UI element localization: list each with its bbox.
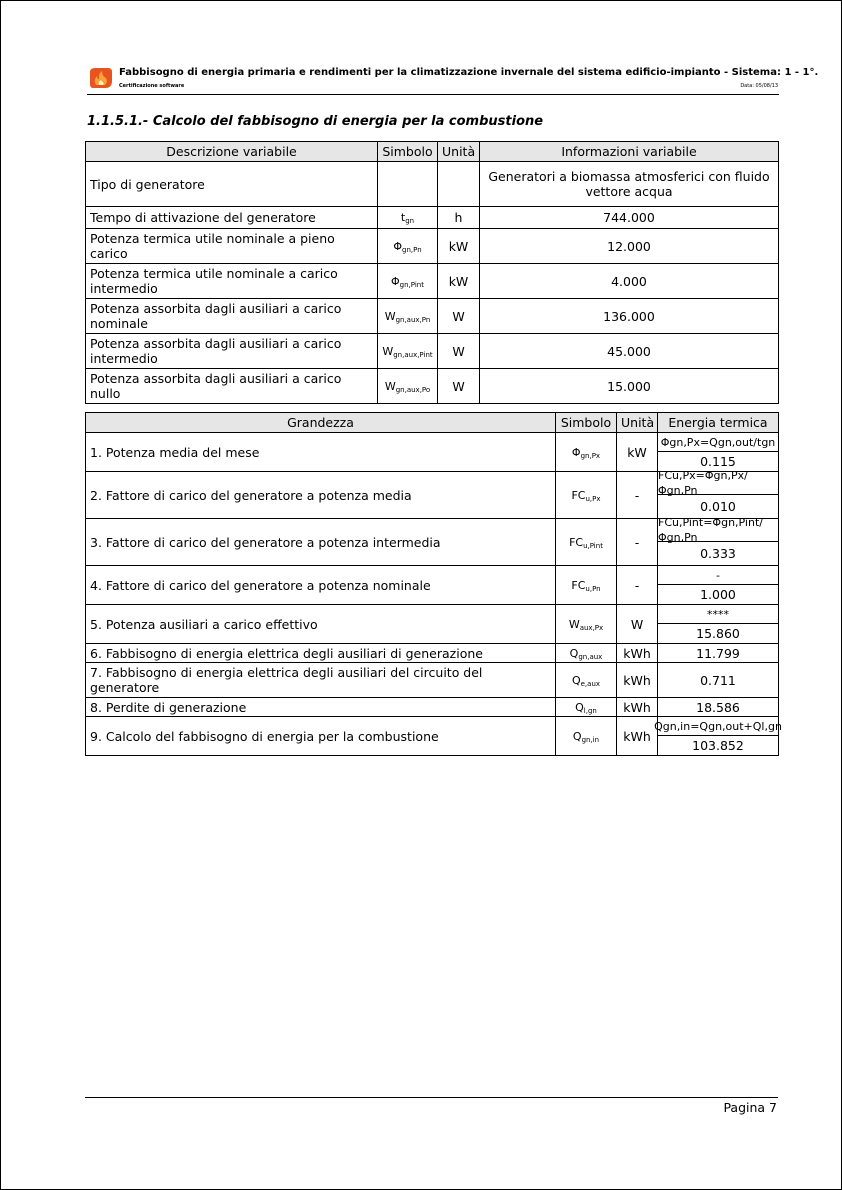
energy-value: 0.010 — [700, 499, 736, 514]
header-title: Fabbisogno di energia primaria e rendimenti per la climatizzazione invernale del sistema edificio-impianto - Sistema: 1 - 1°. — [119, 67, 819, 78]
formula: FCu,Px=Φgn,Px/Φgn,Pn — [658, 472, 778, 495]
unit-cell: W — [438, 369, 480, 404]
symbol: FC — [571, 578, 586, 592]
quantity-cell: 4. Fattore di carico del generatore a potenza nominale — [86, 566, 556, 605]
symbol: Q — [575, 700, 584, 714]
quantity-cell: 5. Potenza ausiliari a carico effettivo — [86, 605, 556, 644]
symbol-subscript: u,Pint — [583, 541, 603, 550]
symbol-cell — [556, 566, 617, 605]
info-cell: 12.000 — [480, 229, 779, 264]
symbol-subscript: gn,aux,Pn — [395, 315, 431, 324]
quantity-cell: 7. Fabbisogno di energia elettrica degli ausiliari del circuito del generatore — [86, 663, 556, 698]
symbol: t — [400, 211, 406, 224]
energy-cell — [658, 566, 779, 605]
symbol-cell — [556, 519, 617, 566]
formula: **** — [658, 605, 778, 624]
column-header-symbol: Simbolo — [556, 413, 617, 433]
symbol-subscript: gn,aux,Pint — [393, 350, 433, 359]
table-row — [86, 207, 779, 229]
symbol: W — [384, 379, 396, 393]
symbol: FC — [571, 488, 586, 502]
column-header-description: Descrizione variabile — [86, 142, 378, 162]
unit-cell: h — [438, 207, 480, 229]
symbol-cell — [378, 207, 438, 229]
column-header-thermal-energy: Energia termica — [658, 413, 779, 433]
table-row — [86, 334, 779, 369]
symbol: Q — [569, 646, 579, 660]
formula: FCu,Pint=Φgn,Pint/Φgn,Pn — [658, 519, 778, 542]
energy-cell — [658, 469, 779, 519]
flame-logo-icon — [88, 67, 114, 89]
energy-cell — [658, 516, 779, 566]
formula: - — [658, 566, 778, 585]
table-row — [86, 519, 779, 566]
energy-cell — [658, 605, 779, 644]
symbol-subscript: gn — [405, 217, 415, 225]
unit-cell: W — [438, 299, 480, 334]
unit-cell: W — [617, 605, 658, 644]
energy-value: 18.586 — [658, 698, 779, 717]
info-cell: 136.000 — [480, 299, 779, 334]
table-row — [86, 566, 779, 605]
quantity-cell: 3. Fattore di carico del generatore a potenza intermedia — [86, 519, 556, 566]
symbol-cell — [378, 162, 438, 207]
column-header-info: Informazioni variabile — [480, 142, 779, 162]
table-row — [86, 644, 779, 663]
symbol-subscript: gn,Px — [580, 451, 601, 460]
symbol-subscript: u,Px — [585, 494, 601, 503]
symbol: FC — [569, 535, 584, 549]
symbol-cell — [556, 644, 617, 663]
energy-cell — [658, 433, 779, 472]
info-cell: 45.000 — [480, 334, 779, 369]
description-cell: Tempo di attivazione del generatore — [86, 207, 378, 229]
column-header-unit: Unità — [617, 413, 658, 433]
energy-value: 1.000 — [700, 587, 736, 602]
symbol-cell — [556, 605, 617, 644]
symbol: Q — [571, 673, 581, 687]
symbol: W — [382, 344, 394, 358]
description-cell: Potenza termica utile nominale a carico intermedio — [86, 264, 378, 299]
symbol-subscript: gn,Pn — [402, 245, 422, 254]
symbol-cell — [378, 299, 438, 334]
column-header-symbol: Simbolo — [378, 142, 438, 162]
symbol-cell — [556, 472, 617, 519]
symbol-subscript: u,Pn — [585, 584, 601, 593]
table-row — [86, 264, 779, 299]
unit-cell: - — [617, 566, 658, 605]
symbol-subscript: gn,aux — [578, 652, 603, 661]
unit-cell: kW — [438, 264, 480, 299]
energy-value: 0.115 — [700, 454, 736, 469]
column-header-unit: Unità — [438, 142, 480, 162]
table-row — [86, 472, 779, 519]
unit-cell: W — [438, 334, 480, 369]
unit-cell: kWh — [617, 717, 658, 756]
formula: Qgn,in=Qgn,out+Ql,gn — [658, 717, 778, 736]
symbol: Q — [572, 729, 582, 743]
header-date: Data: 05/08/13 — [740, 83, 778, 89]
symbol-cell — [378, 264, 438, 299]
symbol: Φ — [393, 239, 403, 253]
info-cell: 4.000 — [480, 264, 779, 299]
symbol: W — [568, 617, 580, 631]
symbol: W — [384, 309, 396, 323]
symbol-subscript: gn,in — [581, 735, 600, 744]
info-cell: 15.000 — [480, 369, 779, 404]
description-cell: Potenza termica utile nominale a pieno carico — [86, 229, 378, 264]
symbol-subscript: gn,aux,Po — [395, 385, 431, 394]
header-subtitle: Certificazione software — [119, 83, 185, 89]
symbol: Φ — [571, 445, 581, 459]
symbol-cell — [556, 663, 617, 698]
section-title: 1.1.5.1.- Calcolo del fabbisogno di energia per la combustione — [87, 114, 544, 129]
unit-cell: - — [617, 472, 658, 519]
symbol-subscript: e,aux — [580, 679, 601, 688]
quantity-cell: 6. Fabbisogno di energia elettrica degli ausiliari di generazione — [86, 644, 556, 663]
info-cell: Generatori a biomassa atmosferici con fluido vettore acqua — [480, 162, 779, 207]
table-row — [86, 605, 779, 644]
quantity-cell: 2. Fattore di carico del generatore a potenza media — [86, 472, 556, 519]
quantity-cell: 8. Perdite di generazione — [86, 698, 556, 717]
symbol: Φ — [391, 274, 400, 288]
description-cell: Tipo di generatore — [86, 162, 378, 207]
column-header-quantity: Grandezza — [86, 413, 556, 433]
unit-cell: kWh — [617, 644, 658, 663]
unit-cell: kWh — [617, 663, 658, 698]
page-number: Pagina 7 — [723, 1100, 777, 1115]
symbol-subscript: aux,Px — [579, 623, 604, 632]
formula: Φgn,Px=Qgn,out/tgn — [658, 433, 778, 452]
energy-value: 0.333 — [700, 546, 736, 561]
quantities-table — [85, 412, 782, 756]
table-row — [86, 698, 779, 717]
energy-value: 15.860 — [696, 626, 740, 641]
symbol-subscript: l,gn — [583, 706, 597, 715]
energy-value: 11.799 — [658, 644, 779, 663]
table-row — [86, 369, 779, 404]
variables-table — [85, 141, 779, 404]
symbol-cell — [556, 698, 617, 717]
quantity-cell: 9. Calcolo del fabbisogno di energia per la combustione — [86, 717, 556, 756]
table-row — [86, 663, 779, 698]
description-cell: Potenza assorbita dagli ausiliari a carico nullo — [86, 369, 378, 404]
table-row — [86, 229, 779, 264]
symbol-cell — [556, 717, 617, 756]
page-header — [87, 65, 819, 95]
description-cell: Potenza assorbita dagli ausiliari a carico intermedio — [86, 334, 378, 369]
symbol-cell — [378, 369, 438, 404]
unit-cell: - — [617, 519, 658, 566]
symbol-cell — [378, 334, 438, 369]
unit-cell — [438, 162, 480, 207]
energy-value: 103.852 — [692, 738, 744, 753]
table-row — [86, 717, 779, 756]
table-row — [86, 162, 779, 207]
unit-cell: kWh — [617, 698, 658, 717]
table-row — [86, 299, 779, 334]
unit-cell: kW — [617, 433, 658, 472]
symbol-cell — [556, 433, 617, 472]
quantity-cell: 1. Potenza media del mese — [86, 433, 556, 472]
energy-cell — [654, 717, 782, 756]
symbol-subscript: gn,Pint — [399, 280, 424, 289]
table-row — [86, 433, 779, 472]
unit-cell: kW — [438, 229, 480, 264]
info-cell: 744.000 — [480, 207, 779, 229]
footer-divider — [85, 1097, 778, 1098]
energy-value: 0.711 — [658, 663, 779, 698]
symbol-cell — [378, 229, 438, 264]
description-cell: Potenza assorbita dagli ausiliari a carico nominale — [86, 299, 378, 334]
